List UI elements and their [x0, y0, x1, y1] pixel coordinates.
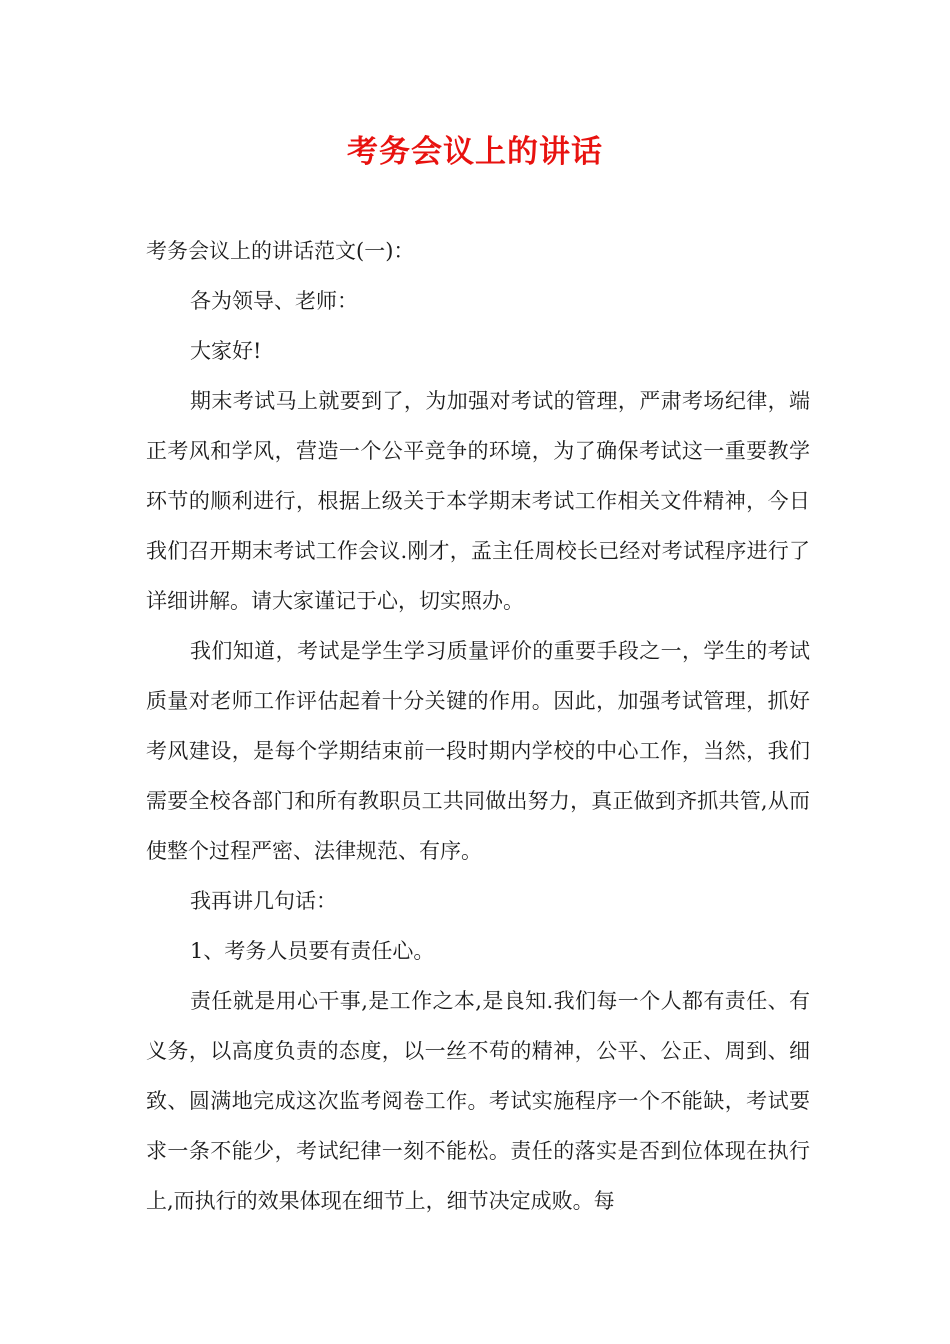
paragraph: 期末考试马上就要到了，为加强对考试的管理，严肃考场纪律，端正考风和学风，营造一个公平竞争的环境，为了确保考试这一重要教学环节的顺利进行，根据上级关于本学期末考试工作相关文件精神，今日我们召开期末考试工作会议.刚才，孟主任周校长已经对考试程序进行了详细讲解。请大家谨记于心，切实照办。 — [146, 389, 810, 613]
paragraph-point-1: 1、考务人员要有责任心。 — [190, 939, 435, 963]
paragraph: 我们知道，考试是学生学习质量评价的重要手段之一，学生的考试质量对老师工作评估起着十分关键的作用。因此，加强考试管理，抓好考风建设，是每个学期结束前一段时期内学校的中心工作，当然，我们需要全校各部门和所有教职员工共同做出努力，真正做到齐抓共管,从而使整个过程严密、法律规范、有序。 — [146, 639, 810, 863]
paragraph-greeting: 大家好! — [190, 339, 262, 363]
paragraph: 我再讲几句话： — [190, 889, 337, 913]
paragraph: 责任就是用心干事,是工作之本,是良知.我们每一个人都有责任、有义务，以高度负责的态度，以一丝不苟的精神，公平、公正、周到、细致、圆满地完成这次监考阅卷工作。考试实施程序一个不能缺，考试要求一条不能少，考试纪律一刻不能松。责任的落实是否到位体现在执行上,而执行的效果体现在细节上，细节决定成败。每 — [146, 989, 810, 1213]
paragraph-heading: 考务会议上的讲话范文(一)： — [146, 239, 415, 263]
document-body — [146, 226, 810, 1226]
document-title: 考务会议上的讲话 — [347, 134, 603, 170]
paragraph-salutation: 各为领导、老师： — [190, 289, 358, 313]
